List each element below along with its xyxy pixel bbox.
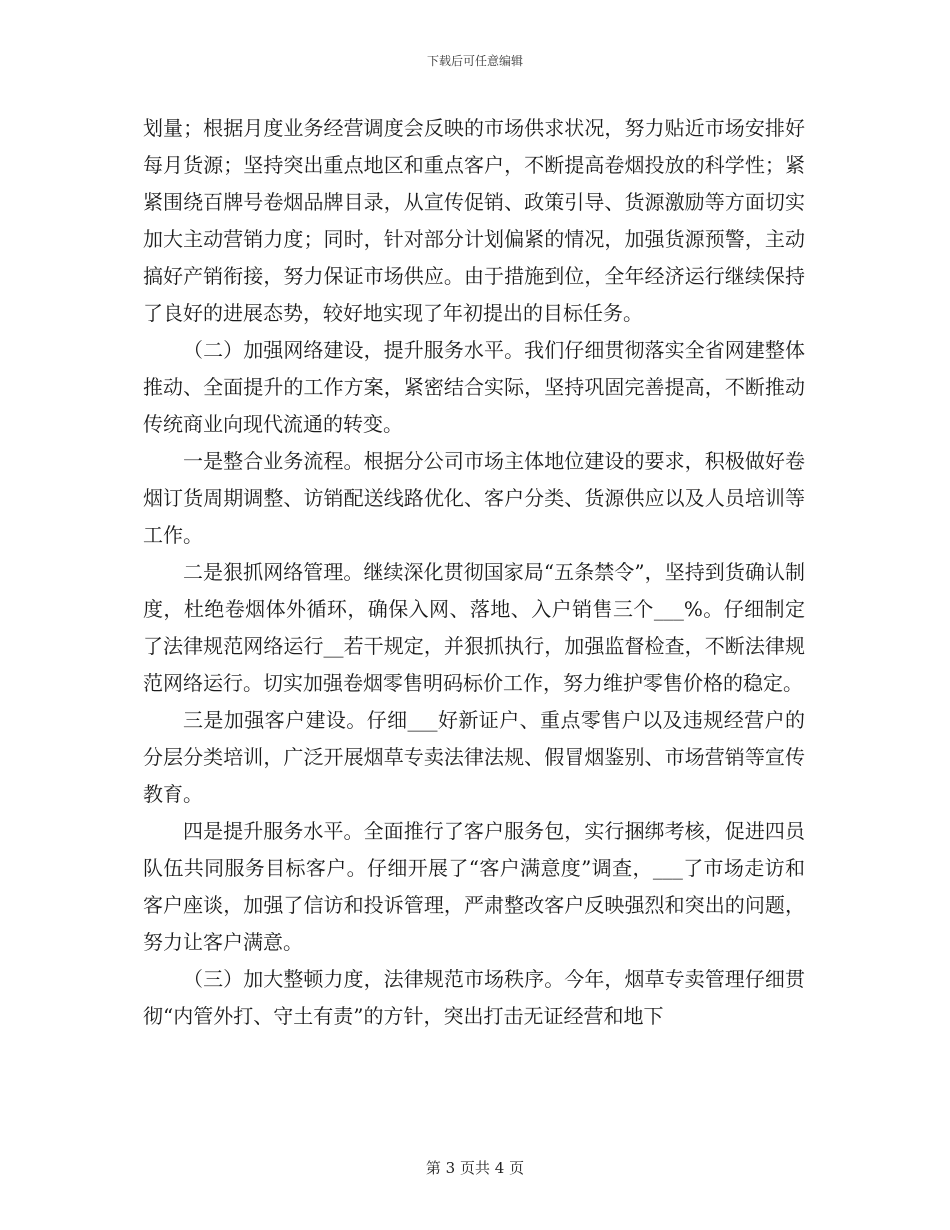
paragraph-1: 划量；根据月度业务经营调度会反映的市场供求状况，努力贴近市场安排好每月货源；坚持突出重点地区和重点客户，不断提高卷烟投放的科学性；紧紧围绕百牌号卷烟品牌目录，从宣传促销、政策引导、货源激励等方面切实加大主动营销力度；同时，针对部分计划偏紧的情况，加强货源预警，主动搞好产销衔接，努力保证市场供应。由于措施到位，全年经济运行继续保持了良好的进展态势，较好地实现了年初提出的目标任务。	[143, 116, 805, 325]
paragraph-5: 三是加强客户建设。仔细___好新证户、重点零售户以及违规经营户的分层分类培训，广泛开展烟草专卖法律法规、假冒烟鉴别、市场营销等宣传教育。	[143, 708, 805, 806]
paragraph-7: （三）加大整顿力度，法律规范市场秩序。今年，烟草专卖管理仔细贯彻“内管外打、守土有责”的方针，突出打击无证经营和地下	[143, 967, 805, 1028]
paragraph-3: 一是整合业务流程。根据分公司市场主体地位建设的要求，积极做好卷烟订货周期调整、访销配送线路优化、客户分类、货源供应以及人员培训等工作。	[143, 449, 805, 547]
page-number: 第 3 页共 4 页	[425, 1159, 525, 1177]
paragraph-4: 二是狠抓网络管理。继续深化贯彻国家局“五条禁令”，坚持到货确认制度，杜绝卷烟体外循环，确保入网、落地、入户销售三个___%。仔细制定了法律规范网络运行__若干规定，并狠抓执行，加强监督检查，不断法律规范网络运行。切实加强卷烟零售明码标价工作，努力维护零售价格的稳定。	[143, 560, 805, 695]
paragraph-6: 四是提升服务水平。全面推行了客户服务包，实行捆绑考核，促进四员队伍共同服务目标客户。仔细开展了“客户满意度”调查，___了市场走访和客户座谈，加强了信访和投诉管理，严肃整改客户反映强烈和突出的问题，努力让客户满意。	[143, 819, 805, 954]
paragraph-2: （二）加强网络建设，提升服务水平。我们仔细贯彻落实全省网建整体推动、全面提升的工作方案，紧密结合实际，坚持巩固完善提高，不断推动传统商业向现代流通的转变。	[143, 338, 805, 436]
page-header-note: 下载后可任意编辑	[426, 54, 523, 68]
document-body	[143, 110, 805, 1035]
